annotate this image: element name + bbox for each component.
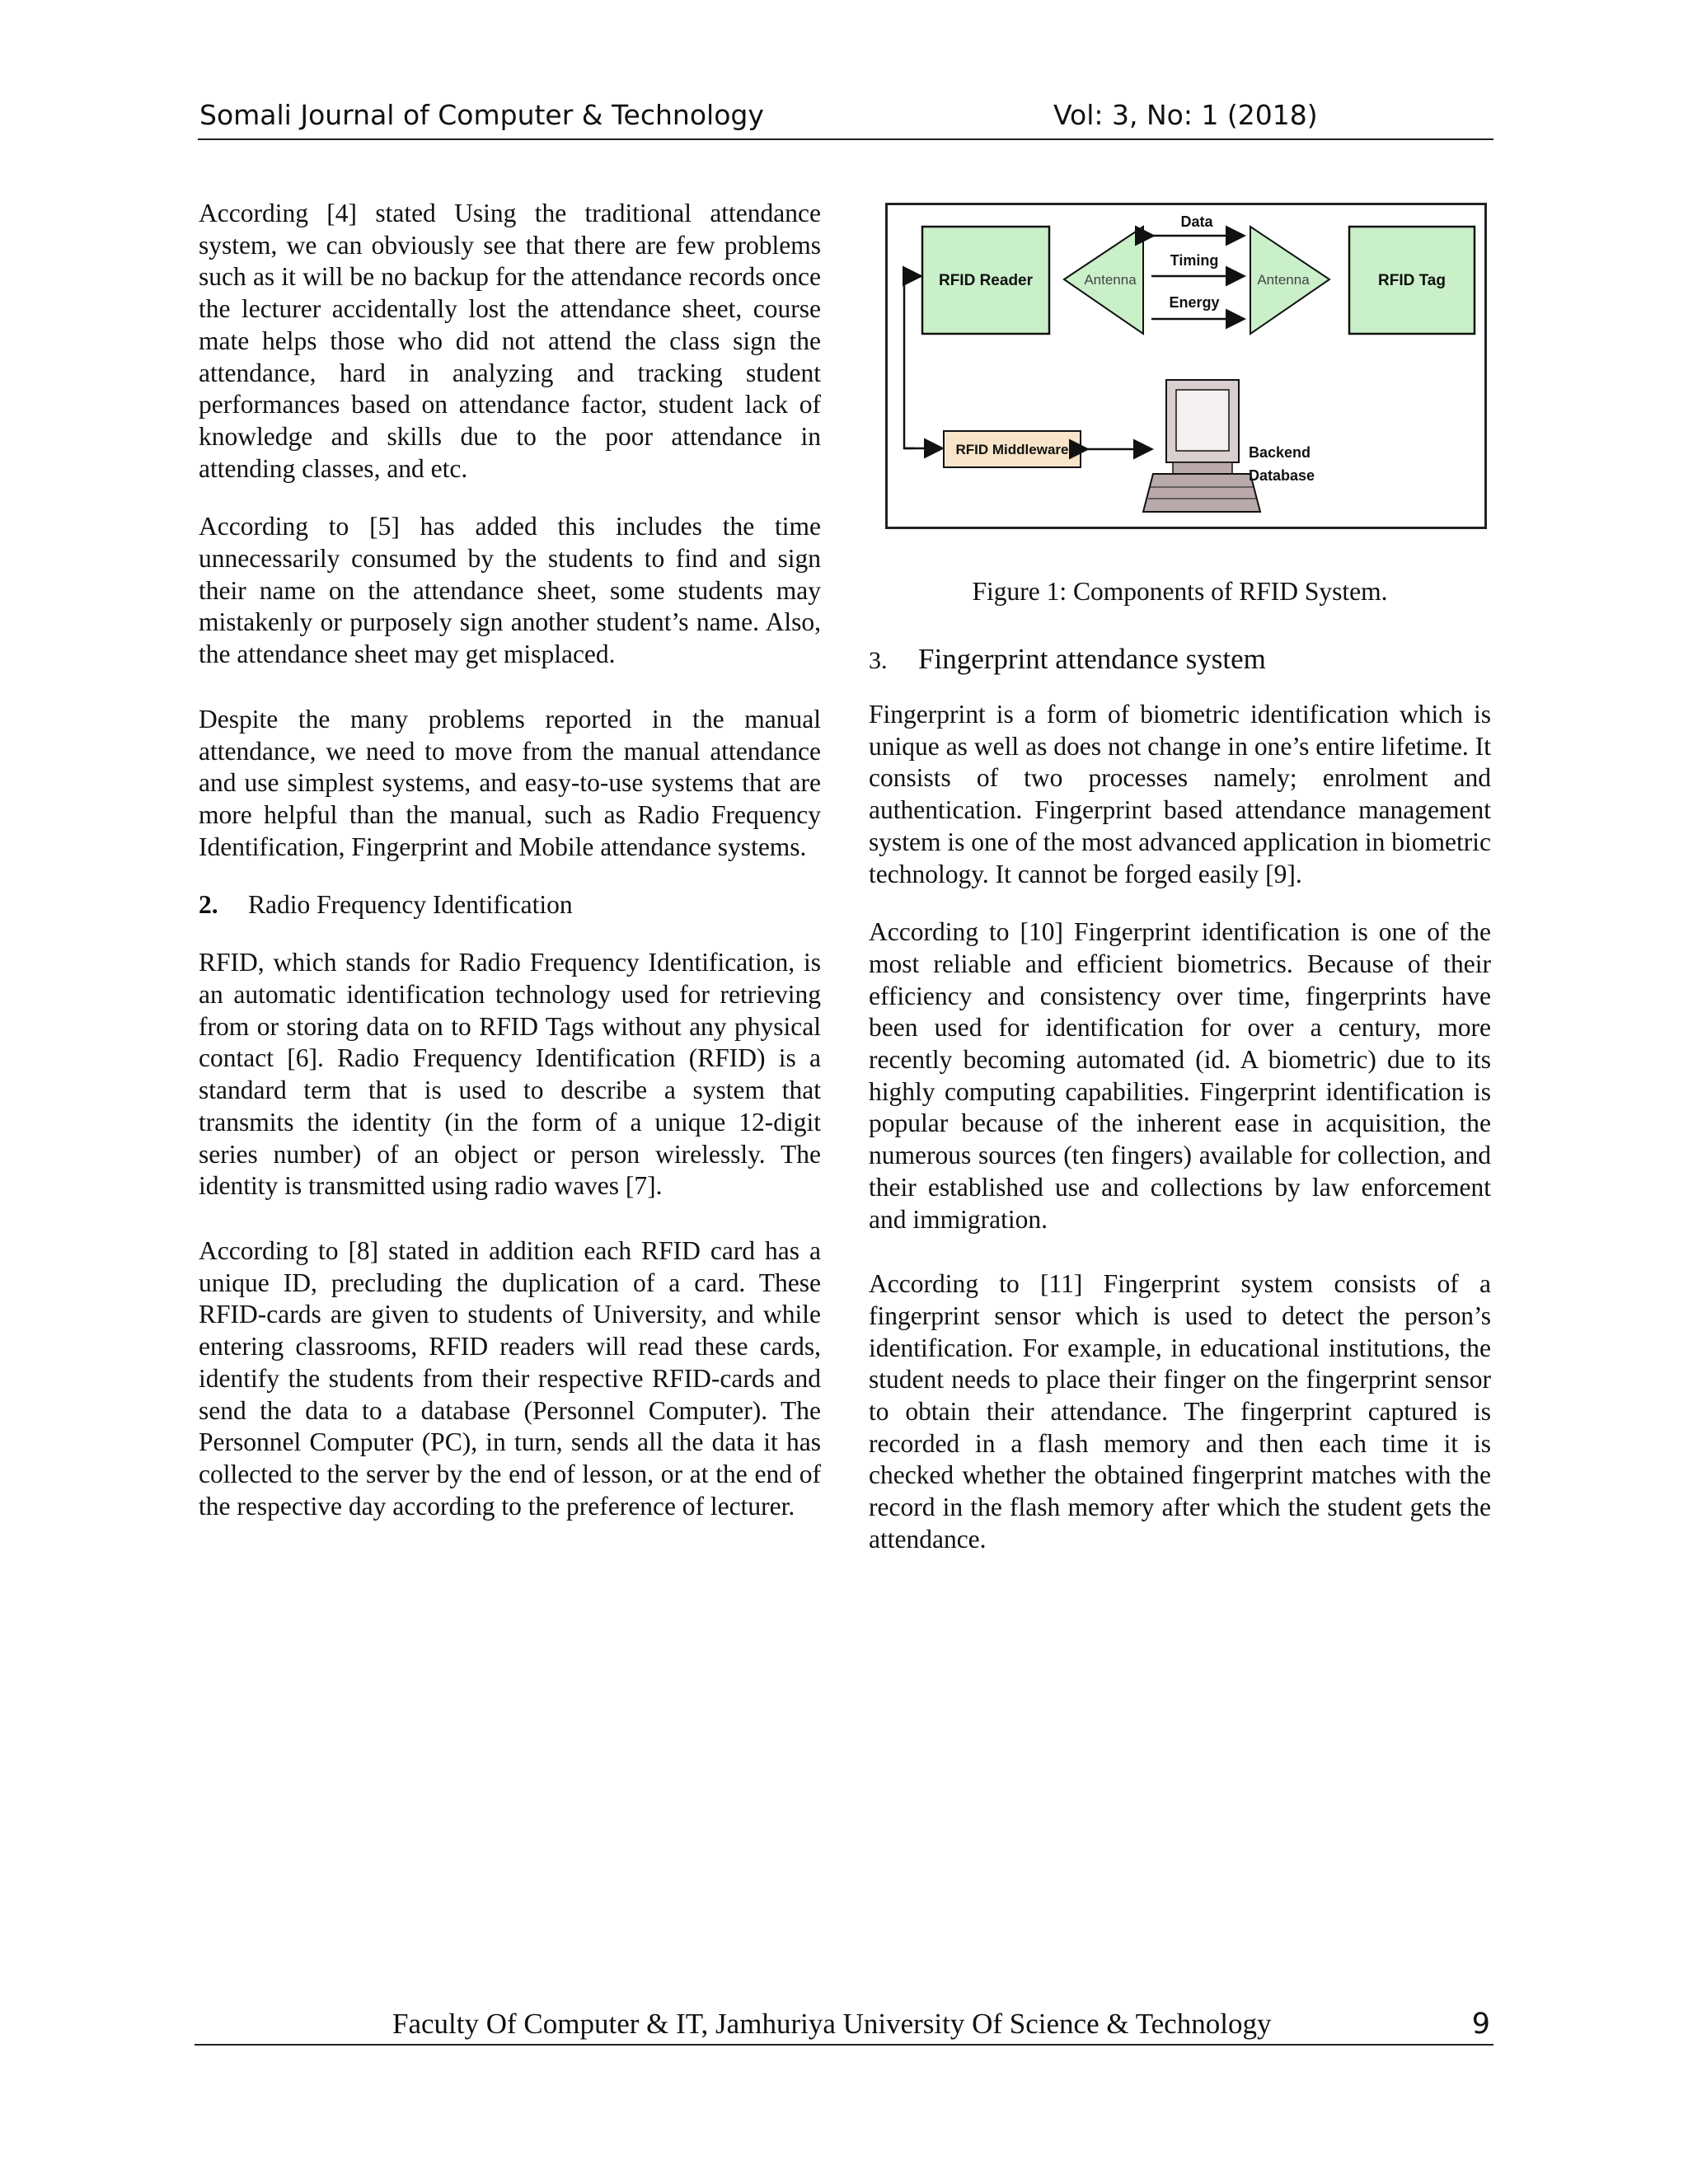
energy-label: Energy bbox=[1169, 294, 1220, 311]
section-3-number: 3. bbox=[869, 647, 888, 674]
timing-label: Timing bbox=[1170, 252, 1219, 269]
left-paragraph-3: Despite the many problems reported in the manual attendance, we need to move from the manual attendance and use simplest systems, and easy-to-use systems that are more helpful than the manual, such as Radio Frequency Identification, Fingerprint and Mobile attendance systems. bbox=[199, 704, 821, 861]
left-paragraph-2: According to [5] has added this includes the time unnecessarily consumed by the students to find and sign their name on the attendance sheet, some students may mistakenly or purposely sign another student’s name. Also, the attendance sheet may get misplaced. bbox=[199, 512, 821, 669]
section-3-title: Fingerprint attendance system bbox=[918, 643, 1266, 675]
antenna-left-label: Antenna bbox=[1084, 272, 1137, 288]
figure-caption: Figure 1: Components of RFID System. bbox=[972, 577, 1388, 606]
footer-institution: Faculty Of Computer & IT, Jamhuriya University Of Science & Technology bbox=[392, 2008, 1272, 2040]
page-number: 9 bbox=[1471, 2008, 1490, 2041]
right-paragraph-3: According to [11] Fingerprint system consists of a fingerprint sensor which is used to detect the person’s identification. For example, in educational institutions, the student needs to place their finger on the fingerprint sensor to obtain their attendance. The fingerprint captured is recorded in a flash memory and then each time it is checked whether the obtained fingerprint matches with the record in the flash memory after which the student gets the attendance. bbox=[869, 1269, 1491, 1554]
rfid-diagram bbox=[888, 205, 1484, 527]
page-footer bbox=[195, 2008, 1493, 2046]
left-paragraph-5: According to [8] stated in addition each RFID card has a unique ID, precluding the duplication of a card. These RFID-cards are given to students of University, and while entering classrooms, RFID readers will read these cards, identify the students from their respective RFID-cards and send the data to a database (Personnel Computer). The Personnel Computer (PC), in turn, sends all the data it has collected to the server by the end of lesson, or at the end of the respective day according to the preference of lecturer. bbox=[199, 1235, 821, 1521]
section-2-number: 2. bbox=[199, 890, 218, 920]
antenna-right-label: Antenna bbox=[1257, 272, 1310, 288]
journal-title: Somali Journal of Computer & Technology bbox=[199, 99, 764, 131]
section-3-heading bbox=[869, 643, 1491, 677]
computer-icon bbox=[1143, 380, 1260, 512]
right-paragraph-1: Fingerprint is a form of biometric identification which is unique as well as does not change in one’s entire lifetime. It consists of two processes namely; enrolment and authentication. Fingerprint based attendance management system is one of the most advanced application in biometric technology. It cannot be forged easily [9]. bbox=[869, 700, 1491, 888]
backend-label-1: Backend bbox=[1249, 444, 1311, 461]
section-2-heading bbox=[199, 889, 821, 921]
reader-middleware-connector bbox=[904, 276, 919, 448]
volume-info: Vol: 3, No: 1 (2018) bbox=[1053, 99, 1318, 131]
data-label: Data bbox=[1180, 213, 1213, 230]
left-paragraph-1: According [4] stated Using the traditional attendance system, we can obviously see that there are few problems such as it will be no backup for the attendance records once the lecturer accidentally lost the attendance sheet, course mate helps those who did not attend the class sign the attendance, hard in analyzing and tracking student performances based on attendance factor, student lack of knowledge and skills due to the poor attendance in attending classes, and etc. bbox=[199, 199, 821, 483]
rfid-figure bbox=[885, 203, 1487, 529]
rfid-middleware-label: RFID Middleware bbox=[955, 442, 1069, 457]
backend-label-2: Database bbox=[1249, 467, 1315, 484]
left-paragraph-4: RFID, which stands for Radio Frequency Identification, is an automatic identification technology used for retrieving from or storing data on to RFID Tags without any physical contact [6]. Radio Frequency Identification (RFID) is a standard term that is used to describe a system that transmits the identity (in the form of a unique 12-digit series number) of an object or person wirelessly. The identity is transmitted using radio waves [7]. bbox=[199, 948, 821, 1201]
section-2-title: Radio Frequency Identification bbox=[248, 890, 573, 920]
left-column bbox=[199, 198, 821, 1522]
right-column bbox=[869, 699, 1491, 1556]
rfid-tag-label: RFID Tag bbox=[1378, 272, 1446, 289]
page-header bbox=[198, 97, 1493, 140]
rfid-reader-label: RFID Reader bbox=[938, 272, 1034, 289]
right-paragraph-2: According to [10] Fingerprint identification is one of the most reliable and efficient biometrics. Because of their efficiency and consistency over time, fingerprints have been used for identification for over a century, more recently becoming automated (id. A biometric) due to its highly computing capabilities. Fingerprint identification is popular because of the inherent ease in acquisition, the numerous sources (ten fingers) available for collection, and their established use and collections by law enforcement and immigration. bbox=[869, 917, 1491, 1234]
